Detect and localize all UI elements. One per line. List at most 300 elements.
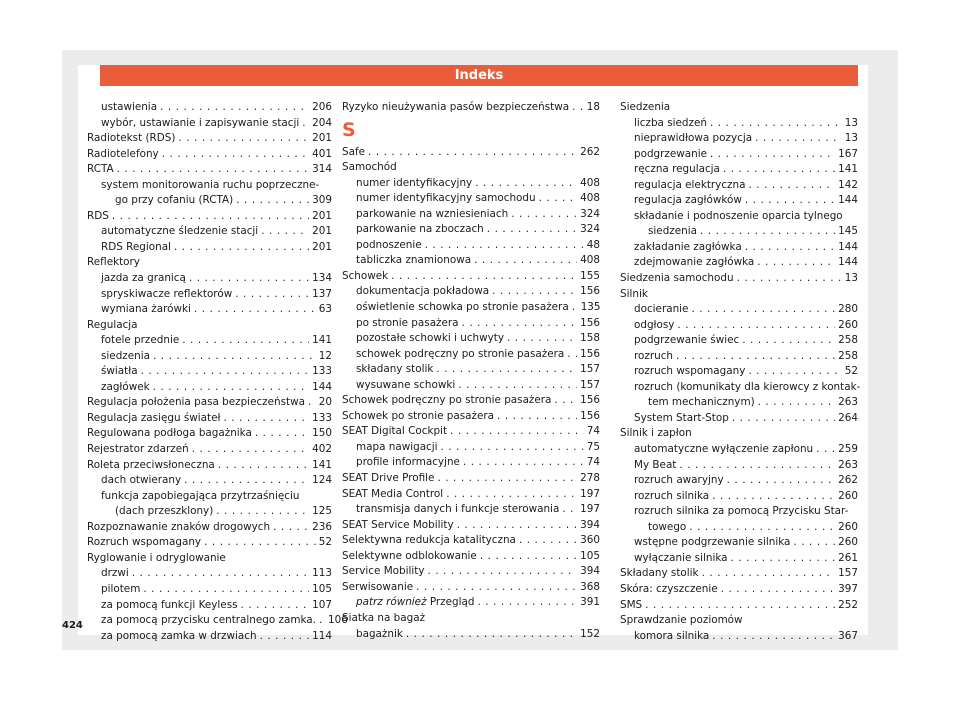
- dot-leader: [425, 238, 584, 254]
- entry-term: Regulacja położenia pasa bezpieczeństwa: [87, 396, 305, 409]
- page-reference[interactable]: 18: [586, 101, 600, 113]
- entry-term: pozostałe schowki i uchwyty: [356, 332, 504, 345]
- page-reference[interactable]: 197: [580, 487, 600, 500]
- page-reference[interactable]: 157: [580, 378, 600, 391]
- dot-leader: [308, 395, 316, 411]
- index-subentry: [87, 629, 332, 645]
- index-subentry: [620, 349, 858, 365]
- index-entry: [342, 564, 600, 580]
- index-entry: [342, 549, 600, 565]
- entry-term: automatyczne wyłączenie zapłonu: [634, 443, 814, 456]
- index-entry: [87, 442, 332, 458]
- index-subentry: [87, 598, 332, 614]
- index-entry: [87, 147, 332, 163]
- page-reference[interactable]: 156: [580, 347, 600, 360]
- dot-leader: [302, 116, 309, 132]
- dot-leader: [462, 316, 578, 332]
- dot-leader: [218, 458, 309, 474]
- page-reference[interactable]: 314: [312, 163, 332, 176]
- dot-leader: [758, 395, 836, 411]
- index-subentry: [87, 271, 332, 287]
- page-reference[interactable]: 137: [312, 287, 332, 300]
- entry-term: jazda za granicą: [101, 272, 186, 285]
- dot-leader: [437, 471, 577, 487]
- page-reference[interactable]: 394: [580, 565, 600, 578]
- entry-term: siedzenia: [101, 349, 150, 362]
- page-reference[interactable]: 280: [838, 303, 858, 316]
- page-reference[interactable]: 75: [586, 440, 600, 453]
- entry-term: rozruch silnika: [634, 489, 710, 502]
- page-reference[interactable]: 397: [838, 582, 858, 595]
- dot-leader: [748, 364, 841, 380]
- index-subentry: [342, 300, 600, 316]
- dot-leader: [406, 627, 577, 643]
- dot-leader: [679, 458, 835, 474]
- page-reference[interactable]: 206: [312, 101, 332, 113]
- page-reference[interactable]: 201: [312, 240, 332, 253]
- page-reference[interactable]: 124: [312, 474, 332, 487]
- page-reference[interactable]: 107: [312, 598, 332, 611]
- page-reference[interactable]: 63: [318, 303, 332, 316]
- index-subentry: [620, 629, 858, 645]
- page-reference[interactable]: 324: [580, 207, 600, 220]
- dot-leader: [441, 440, 584, 456]
- dot-leader: [189, 271, 309, 287]
- page-reference[interactable]: 74: [586, 456, 600, 469]
- dot-leader: [184, 473, 309, 489]
- page-reference[interactable]: 263: [838, 396, 858, 409]
- index-subentry: [620, 162, 858, 178]
- page-reference[interactable]: 141: [312, 334, 332, 347]
- entry-term: automatyczne śledzenie stacji: [101, 225, 259, 238]
- dot-leader: [712, 629, 835, 645]
- index-subentry: [342, 378, 600, 394]
- entry-term: pilotem: [101, 582, 141, 595]
- index-subentry: [342, 176, 600, 192]
- page-reference[interactable]: 391: [580, 596, 600, 609]
- page-reference[interactable]: 260: [838, 520, 858, 533]
- dot-leader: [497, 409, 577, 425]
- index-subentry: [620, 178, 858, 194]
- page-reference[interactable]: 152: [580, 627, 600, 640]
- dot-leader: [727, 473, 836, 489]
- entry-term: światła: [101, 365, 138, 378]
- index-entry: [620, 426, 858, 442]
- index-subentry: [620, 411, 858, 427]
- dot-leader: [160, 100, 309, 116]
- page-reference[interactable]: 394: [580, 518, 600, 531]
- index-subentry: [87, 100, 332, 116]
- page-reference[interactable]: 52: [318, 536, 332, 549]
- entry-term: zagłówek: [101, 380, 150, 393]
- index-subentry: [342, 238, 600, 254]
- page-reference[interactable]: 157: [838, 567, 858, 580]
- entry-term: schowek podręczny po stronie pasażera: [356, 347, 565, 360]
- page-reference[interactable]: 252: [838, 598, 858, 611]
- page-reference[interactable]: 12: [318, 349, 332, 362]
- page-reference[interactable]: 260: [838, 318, 858, 331]
- entry-term: profile informacyjne: [356, 456, 460, 469]
- entry-term: system monitorowania ruchu poprzeczne-: [101, 178, 320, 191]
- dot-leader: [572, 100, 584, 116]
- page-reference[interactable]: 150: [312, 427, 332, 440]
- page-reference[interactable]: 259: [838, 443, 858, 456]
- entry-term: podgrzewanie: [634, 147, 707, 160]
- dot-leader: [723, 162, 835, 178]
- dot-leader: [745, 193, 835, 209]
- dot-leader: [475, 176, 577, 192]
- page-reference[interactable]: 156: [580, 285, 600, 298]
- index-entry: [87, 131, 332, 147]
- page-reference[interactable]: 48: [586, 238, 600, 251]
- page-reference[interactable]: 309: [312, 194, 332, 207]
- entry-term: Serwisowanie: [342, 580, 414, 593]
- entry-term: bagażnik: [356, 627, 403, 640]
- dot-leader: [793, 535, 835, 551]
- dot-leader: [710, 147, 835, 163]
- page-reference[interactable]: 201: [312, 225, 332, 238]
- page-reference[interactable]: 133: [312, 365, 332, 378]
- entry-term: wymiana żarówki: [101, 303, 191, 316]
- page-reference[interactable]: 156: [580, 409, 600, 422]
- entry-term: składany stolik: [356, 363, 434, 376]
- index-subentry: [620, 302, 858, 318]
- entry-term: Selektywne odblokowanie: [342, 549, 477, 562]
- dot-leader: [721, 582, 836, 598]
- page-reference[interactable]: 408: [580, 254, 600, 267]
- page-reference[interactable]: 204: [312, 116, 332, 129]
- dot-leader: [562, 502, 577, 518]
- index-subentry: [620, 535, 858, 551]
- entry-term: za pomocą zamka w drzwiach: [101, 629, 257, 642]
- dot-leader: [428, 564, 578, 580]
- page-reference[interactable]: 201: [312, 132, 332, 145]
- entry-term: wstępne podgrzewanie silnika: [634, 536, 791, 549]
- entry-term: Service Mobility: [342, 565, 425, 578]
- dot-leader: [691, 302, 835, 318]
- page-reference[interactable]: 145: [838, 225, 858, 238]
- page-reference[interactable]: 144: [312, 380, 332, 393]
- dot-leader: [261, 224, 309, 240]
- index-entry: [620, 100, 858, 116]
- page-reference[interactable]: 142: [838, 178, 858, 191]
- page-reference[interactable]: 156: [580, 316, 600, 329]
- index-subentry: [87, 380, 332, 396]
- page-number: 424: [62, 620, 83, 631]
- index-entry: [342, 393, 600, 409]
- index-subentry: [342, 222, 600, 238]
- page-reference[interactable]: 74: [586, 425, 600, 438]
- entry-term: Składany stolik: [620, 567, 699, 580]
- index-entry: [342, 145, 600, 161]
- page-reference[interactable]: 144: [838, 194, 858, 207]
- entry-term: ustawienia: [101, 101, 158, 113]
- index-entry: [87, 318, 332, 334]
- index-subentry: [87, 489, 332, 520]
- page-reference[interactable]: 261: [838, 551, 858, 564]
- dot-leader: [554, 393, 577, 409]
- page-reference[interactable]: 262: [838, 474, 858, 487]
- entry-term: mapa nawigacji: [356, 440, 438, 453]
- see-also-target: Przegląd: [429, 596, 475, 609]
- index-subentry: [342, 440, 600, 456]
- dot-leader: [731, 551, 836, 567]
- index-entry: [342, 424, 600, 440]
- entry-term: podgrzewanie świec: [634, 334, 740, 347]
- dot-leader: [737, 271, 842, 287]
- index-subentry: [87, 302, 332, 318]
- entry-term: Siedzenia: [620, 101, 671, 113]
- dot-leader: [492, 284, 577, 300]
- entry-term: rozruch awaryjny: [634, 474, 724, 487]
- index-entry: [620, 287, 858, 303]
- page-reference[interactable]: 263: [838, 458, 858, 471]
- entry-term: wybór, ustawianie i zapisywanie stacji: [101, 116, 300, 129]
- entry-term: komora silnika: [634, 629, 710, 642]
- index-subentry: [342, 316, 600, 332]
- dot-leader: [255, 426, 309, 442]
- index-subentry: [620, 380, 861, 411]
- entry-term: za pomocą przycisku centralnego zamka.: [101, 614, 316, 627]
- index-subentry: [342, 331, 600, 347]
- dot-leader: [182, 333, 309, 349]
- page-reference[interactable]: 408: [580, 176, 600, 189]
- index-subentry: [620, 551, 858, 567]
- dot-leader: [748, 178, 835, 194]
- page-reference[interactable]: 105: [312, 582, 332, 595]
- index-subentry: [342, 207, 600, 223]
- entry-term: funkcja zapobiegająca przytrzaśnięciu: [101, 489, 300, 502]
- entry-term: podnoszenie: [356, 238, 422, 251]
- entry-term: Radiotelefony: [87, 147, 159, 160]
- page-reference[interactable]: 158: [580, 332, 600, 345]
- entry-term: nieprawidłowa pozycja: [634, 132, 753, 145]
- entry-term: My Beat: [634, 458, 677, 471]
- entry-term: RDS: [87, 209, 109, 222]
- page-reference[interactable]: 144: [838, 256, 858, 269]
- page-reference[interactable]: 278: [580, 472, 600, 485]
- dot-leader: [745, 240, 835, 256]
- dot-leader: [519, 533, 577, 549]
- dot-leader: [235, 287, 309, 303]
- page-reference[interactable]: 197: [580, 503, 600, 516]
- page-reference[interactable]: 135: [580, 301, 601, 314]
- dot-leader: [567, 347, 577, 363]
- see-also-prefix: patrz również: [356, 596, 427, 609]
- entry-term: dokumentacja pokładowa: [356, 285, 490, 298]
- page-reference[interactable]: 156: [580, 394, 600, 407]
- index-entry: [342, 160, 600, 176]
- page-reference[interactable]: 13: [844, 116, 858, 129]
- page-reference[interactable]: 360: [580, 534, 600, 547]
- entry-term: docieranie: [634, 303, 689, 316]
- entry-term: go przy cofaniu (RCTA): [115, 194, 234, 207]
- dot-leader: [143, 582, 309, 598]
- index-subentry: [620, 318, 858, 334]
- index-subentry: [87, 178, 332, 209]
- page-reference[interactable]: 367: [838, 629, 858, 642]
- entry-term: SEAT Digital Cockpit: [342, 425, 448, 438]
- page-reference[interactable]: 155: [580, 269, 600, 282]
- dot-leader: [178, 131, 309, 147]
- page-reference[interactable]: 258: [838, 334, 858, 347]
- page-reference[interactable]: 258: [838, 349, 858, 362]
- page-reference[interactable]: 125: [312, 505, 332, 518]
- page-reference[interactable]: 408: [580, 192, 600, 205]
- page-reference[interactable]: 144: [838, 240, 858, 253]
- page-reference[interactable]: 264: [838, 411, 858, 424]
- page-reference[interactable]: 368: [580, 580, 600, 593]
- section-banner: Indeks: [100, 65, 858, 86]
- dot-leader: [676, 349, 835, 365]
- index-subentry: [620, 504, 858, 535]
- index-subentry: [87, 349, 332, 365]
- dot-leader: [700, 224, 835, 240]
- dot-leader: [174, 240, 309, 256]
- entry-term: zdejmowanie zagłówka: [634, 256, 755, 269]
- page-reference[interactable]: 157: [580, 363, 600, 376]
- index-subentry: [87, 116, 332, 132]
- dot-leader: [260, 629, 310, 645]
- index-subentry: [620, 364, 858, 380]
- dot-leader: [816, 442, 835, 458]
- entry-term: RCTA: [87, 163, 114, 176]
- page-reference[interactable]: 324: [580, 223, 600, 236]
- dot-leader: [162, 147, 309, 163]
- index-subentry: [87, 582, 332, 598]
- page-reference[interactable]: 113: [312, 567, 332, 580]
- entry-term: po stronie pasażera: [356, 316, 459, 329]
- entry-term: towego: [648, 520, 687, 533]
- entry-term: rozruch silnika za pomocą Przycisku Star-: [634, 505, 849, 518]
- letter-heading: S: [342, 118, 356, 141]
- dot-leader: [368, 145, 577, 161]
- page-reference[interactable]: 52: [844, 365, 858, 378]
- dot-leader: [702, 566, 836, 582]
- index-subentry: [342, 362, 600, 378]
- entry-term: Siatka na bagaż: [342, 611, 426, 624]
- index-entry: [620, 598, 858, 614]
- entry-term: dach otwierany: [101, 474, 182, 487]
- dot-leader: [480, 549, 577, 565]
- dot-leader: [710, 116, 842, 132]
- dot-leader: [117, 162, 310, 178]
- index-entry: [342, 518, 600, 534]
- entry-term: Schowek: [342, 269, 389, 282]
- index-subentry: [87, 613, 348, 629]
- page-reference[interactable]: 260: [838, 536, 858, 549]
- dot-leader: [757, 255, 835, 271]
- dot-leader: [539, 191, 578, 207]
- page-reference[interactable]: 236: [312, 520, 332, 533]
- entry-term: rozruch wspomagany: [634, 365, 746, 378]
- index-subentry: [342, 595, 600, 611]
- page-reference[interactable]: 262: [580, 145, 600, 158]
- entry-term: liczba siedzeń: [634, 116, 707, 129]
- index-subentry: [620, 131, 858, 147]
- dot-leader: [192, 442, 309, 458]
- index-entry: [87, 162, 332, 178]
- index-entry: [87, 458, 332, 474]
- entry-term: System Start-Stop: [634, 411, 729, 424]
- page-reference[interactable]: 20: [318, 396, 332, 409]
- entry-term: Selektywna redukcja katalityczna: [342, 534, 516, 547]
- page-reference[interactable]: 401: [312, 147, 332, 160]
- dot-leader: [241, 598, 310, 614]
- entry-term: odgłosy: [634, 318, 675, 331]
- dot-leader: [477, 595, 577, 611]
- entry-term: SEAT Drive Profile: [342, 472, 435, 485]
- index-subentry: [87, 364, 332, 380]
- entry-term: za pomocą funkcji Keyless: [101, 598, 238, 611]
- dot-leader: [204, 535, 316, 551]
- dot-leader: [416, 580, 577, 596]
- index-subentry: [342, 253, 600, 269]
- page-reference[interactable]: 105: [580, 549, 600, 562]
- page-reference[interactable]: 106: [327, 614, 348, 627]
- entry-term: Reflektory: [87, 256, 140, 269]
- dot-leader: [153, 349, 316, 365]
- index-column-3: [620, 100, 861, 644]
- page-reference[interactable]: 13: [844, 132, 858, 145]
- dot-leader: [474, 253, 577, 269]
- entry-term: transmisja danych i funkcje sterowania: [356, 503, 560, 516]
- dot-leader: [487, 222, 577, 238]
- index-subentry: [620, 489, 858, 505]
- index-entry: [87, 551, 332, 567]
- entry-term: (dach przeszklony): [115, 505, 214, 518]
- index-entry: [342, 580, 600, 596]
- page-reference[interactable]: 141: [312, 458, 332, 471]
- entry-term: Ryglowanie i odryglowanie: [87, 551, 226, 564]
- index-entry: [620, 271, 858, 287]
- entry-term: numer identyfikacyjny samochodu: [356, 192, 536, 205]
- entry-term: Samochód: [342, 161, 397, 174]
- entry-term: parkowanie na zboczach: [356, 223, 484, 236]
- page-reference[interactable]: 201: [312, 209, 332, 222]
- index-entry: [87, 426, 332, 442]
- dot-leader: [436, 362, 577, 378]
- index-subentry: [87, 333, 332, 349]
- page-reference[interactable]: 134: [312, 272, 332, 285]
- entry-term: wysuwane schowki: [356, 378, 456, 391]
- index-subentry: [620, 193, 858, 209]
- page-reference[interactable]: 133: [312, 411, 332, 424]
- dot-leader: [216, 504, 309, 520]
- index-entry: [342, 533, 600, 549]
- page-reference[interactable]: 13: [844, 272, 858, 285]
- index-subentry: [620, 458, 858, 474]
- dot-leader: [450, 424, 584, 440]
- entry-term: numer identyfikacyjny: [356, 176, 473, 189]
- index-subentry: [342, 191, 600, 207]
- dot-leader: [391, 269, 577, 285]
- index-subentry: [87, 287, 332, 303]
- page-reference[interactable]: 167: [838, 147, 858, 160]
- dot-leader: [755, 131, 842, 147]
- entry-term: składanie i podnoszenie oparcia tylnego: [634, 209, 843, 222]
- dot-leader: [511, 207, 577, 223]
- index-subentry: [620, 116, 858, 132]
- page-reference[interactable]: 260: [838, 489, 858, 502]
- dot-leader: [223, 411, 309, 427]
- page-reference[interactable]: 141: [838, 163, 858, 176]
- index-subentry: [342, 347, 600, 363]
- page-reference[interactable]: 114: [312, 629, 332, 642]
- entry-term: rozruch: [634, 349, 674, 362]
- index-subentry: [342, 502, 600, 518]
- page-reference[interactable]: 402: [312, 443, 332, 456]
